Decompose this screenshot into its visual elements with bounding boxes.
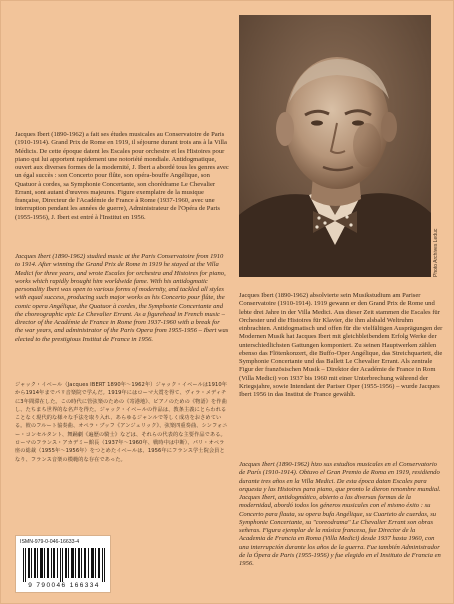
barcode-bars [22,548,106,582]
barcode-label [15,535,111,593]
photo-credit: Photo Archives Leduc [433,228,439,277]
biography-french: Jacques Ibert (1890-1962) a fait ses études musicales au Conservatoire de Paris (1910-1914). Grand Prix de Rome en 1919, il séjourne durant trois ans à la Villa Médicis. De cette époque datent les Escales pour orchestre et les Histoires pour piano qui lui apportent rapidement une notoriété mondiale. Antidogmatique, ouvert aux diverses formes de la modernité, J. Ibert a abordé tous les genres avec un égal succès : son Concerto pour flûte, son opéra-bouffe Angélique, son Quatuor à cordes, sa Symphonie Concertante, son chorédrame Le Chevalier Errant, sont autant d'œuvres majeures. Figure exemplaire de la musique française, Directeur de l'Académie de France à Rome (1937-1960, avec une interruption pendant les années de guerre), Administrateur de l'Opéra de Paris (1955-1956), J. Ibert est entré à l'Institut en 1956. [15,131,229,221]
ismn-number: ISMN-979-0-046-16633-4 [20,539,80,545]
barcode-icon [22,548,106,582]
biography-spanish: Jacques Ibert (1890-1962) hizo sus estudios musicales en el Conservatorio de París (1910-1914). Obtuvo el Gran Premio de Roma en 1919, residiendo durante tres años en la Villa Medici. De esta época datan Escales para orquesta y las Histoires para piano, que pronto le dieron renombre mundial. Jacques Ibert, antidogmático, abierto a las diversas formas de la modernidad, abordó todos los géneros musicales con el mismo éxito : su Concerto para flauta, su opera bufa Angélique, su Cuarteto de cuerdas, su Symphonie Concertante, su "coreodrama" Le Chevalier Errant son obras señeras. Figura ejemplar de la música francesa, fue Director de la Academia de Francia en Roma (Villa Medici) desde 1937 hasta 1960, con una interrupción durante los años de la guerra. Fue también Administrador de la Ópera de Paris (1955-1956) y fue elegido en el Instituto de Francia en 1956. [239,461,441,567]
portrait-image [239,15,431,277]
biography-japanese: ジャック・イベール（Jacques IBERT 1890年〜1962年）ジャック・イベールは1910年から1914年までパリ音楽院で学んだ。1919年にはローマ大賞を得て、ヴィラ・メディチに3年間滞在した。この時代に管弦楽のための《寄港地》、ピアノのための《物語》を作曲し、たちまち世界的な名声を得た。ジャック・イベールの作品は、教条主義にとらわれることなく現代的な様々な手法を取り入れ、あらゆるジャンルで等しく成功をおさめている。彼のフルート協奏曲、オペラ・ブッフ《アンジェリック》、弦楽四重奏曲、シンフォニー・コンセルタント、舞踊劇《遍歴の騎士》などは、それらの代表的な主要作品である。ローマのフランス・アカデミー館長（1937年〜1960年、戦時中は中断）、パリ・オペラ座の総裁（1955年〜1956年）をつとめたイベールは、1956年にフランス学士院会員となり、フランス音楽の模範的な存在であった。 [15,382,228,463]
portrait-photo [239,15,431,277]
biography-english: Jacques Ibert (1890-1962) studied music at the Paris Conservatoire from 1910 to 1914. After winning the Grand Prix de Rome in 1919 he stayed at the Villa Medici for three years, and wrote Escales for orchestra and Histoires for piano, works which rapidly brought him worldwide fame. With his antidogmatic personality Ibert was open to various forms of modernity, and tackled all styles with equal success, producing such major works as his Concerto pour flûte, the comic opera Angélique, the Quatuor à cordes, the Symphonie Concertante and the choreographic epic Le Chevalier Errant. As a figurehead in French music – director of the Académie de France in Rome from 1937-1960 with a break for the war years, and administrator of the Paris Opera from 1955-1956 – Ibert was elected to the prestigious Institut de France in 1956. [15,253,229,343]
barcode-digits: 9 790046 166334 [28,582,100,589]
biography-german: Jacques Ibert (1890-1962) absolvierte sein Musikstudium am Pariser Conservatoire (1910-1914). 1919 gewann er den Grand Prix de Rome und lebte drei Jahre in der Villa Medici. Aus dieser Zeit stammen die Escales für Orchester und die Histoires für Klavier, die ihm alsbald Weltruhm einbrachten. Antidogmatisch und offen für die vielfältigen Ausprägungen der Modernen Musik hat Jacques Ibert mit gleichbleibendem Erfolg Werke der unterschiedlichsten Gattungen komponiert. Zu seinen Hauptwerken zählen ebenso das Flötenkonzert, die Buffo-Oper Angélique, das Streichquartett, die Symphonie Concertante und das Ballett Le Chevalier Errant. Als zentrale Figur der französischen Musik – Direktor der Académie de France in Rom (Villa Medici) von 1937 bis 1960 mit einer Unterbrechung während der Kriegsjahre, sowie Intendant der Pariser Oper (1955-1956) – wurde Jacques Ibert 1956 in das Institut de France gewählt. [239,292,443,398]
